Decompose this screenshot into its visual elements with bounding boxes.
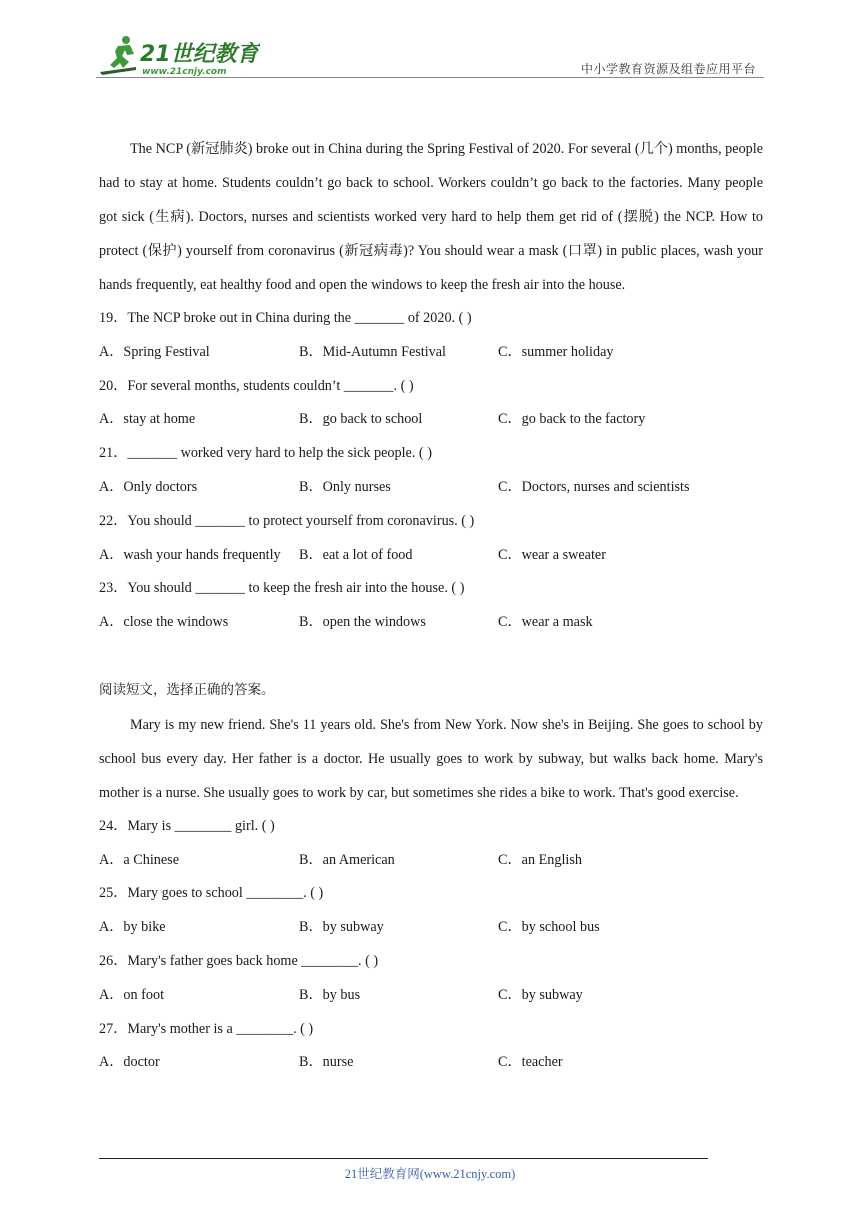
runner-icon xyxy=(100,36,136,75)
option-b: B．by bus xyxy=(299,986,361,1003)
option-a: A．a Chinese xyxy=(99,851,179,868)
option-b: B．an American xyxy=(299,851,395,868)
question-stem: 19．The NCP broke out in China during the _______ of 2020. ( ) xyxy=(99,310,472,326)
option-c: C．wear a mask xyxy=(498,614,593,631)
option-a: A．by bike xyxy=(99,919,166,936)
passage-1: The NCP (新冠肺炎) broke out in China during the Spring Festival of 2020. For several (几个) months, people had to stay at home. Students couldn’t go back to school. Workers couldn’t go back to the factories. Many people got sick (生病). Doctors, nurses and scientists worked very hard to help them get rid of (摆脱) the NCP. How to protect (保护) yourself from coronavirus (新冠病毒)? You should wear a mask (口罩) in public places, wash your hands frequently, eat healthy food and open the windows to keep the fresh air into the house. xyxy=(99,141,763,293)
option-c: C．wear a sweater xyxy=(498,546,606,563)
document-body xyxy=(99,132,763,1080)
question-options xyxy=(99,539,763,573)
question-options xyxy=(99,403,763,437)
section-instruction: 阅读短文，选择正确的答案。 xyxy=(99,681,275,698)
option-c: C．teacher xyxy=(498,1054,563,1071)
option-a: A．doctor xyxy=(99,1054,160,1071)
site-name: 中小学教育资源及组卷应用平台 xyxy=(580,62,756,76)
header-divider xyxy=(96,77,764,78)
logo-text: 21世纪教育 xyxy=(140,42,259,67)
question-stem: 20．For several months, students couldn’t _______. ( ) xyxy=(99,377,414,394)
question-options xyxy=(99,844,763,878)
option-a: A．close the windows xyxy=(99,614,229,631)
question-stem: 24．Mary is ________ girl. ( ) xyxy=(99,817,275,834)
question-block-2 xyxy=(99,810,763,1080)
option-b: B．by subway xyxy=(299,919,384,936)
option-c: C．summer holiday xyxy=(498,343,614,360)
option-a: A．stay at home xyxy=(99,411,196,428)
question-stem: 21．_______ worked very hard to help the sick people. ( ) xyxy=(99,445,432,462)
question-stem: 22．You should _______ to protect yourself from coronavirus. ( ) xyxy=(99,512,475,529)
option-a: A．wash your hands frequently xyxy=(99,546,281,563)
passage-2: Mary is my new friend. She's 11 years old. She's from New York. Now she's in Beijing. She goes to school by school bus every day. Her father is a doctor. He usually goes to work by subway, but walks back home. Mary's mother is a nurse. She usually goes to work by car, but sometimes she rides a bike to work. That's good exercise. xyxy=(99,716,763,801)
logo-url: www.21cnjy.com xyxy=(142,67,227,77)
question-options xyxy=(99,979,763,1013)
option-c: C．an English xyxy=(498,851,582,868)
question-options xyxy=(99,336,763,370)
question-stem: 27．Mary's mother is a ________. ( ) xyxy=(99,1020,314,1037)
option-b: B．open the windows xyxy=(299,614,426,631)
question-options xyxy=(99,471,763,505)
section-spacer xyxy=(99,640,763,674)
option-a: A．Only doctors xyxy=(99,478,198,495)
question-stem: 23．You should _______ to keep the fresh air into the house. ( ) xyxy=(99,580,465,597)
question-stem: 25．Mary goes to school ________. ( ) xyxy=(99,885,324,902)
option-a: A．Spring Festival xyxy=(99,343,210,360)
page-header xyxy=(96,34,764,80)
question-options xyxy=(99,1046,763,1080)
logo xyxy=(96,34,260,78)
option-c: C．by school bus xyxy=(498,919,600,936)
option-b: B．eat a lot of food xyxy=(299,546,413,563)
footer-divider xyxy=(99,1158,708,1159)
question-stem: 26．Mary's father goes back home ________. ( ) xyxy=(99,952,379,969)
question-block-1 xyxy=(99,302,763,640)
option-b: B．go back to school xyxy=(299,411,423,428)
option-c: C．Doctors, nurses and scientists xyxy=(498,478,690,495)
option-a: A．on foot xyxy=(99,986,165,1003)
option-b: B．Only nurses xyxy=(299,478,391,495)
question-options xyxy=(99,911,763,945)
question-options xyxy=(99,606,763,640)
footer-link[interactable]: 21世纪教育网(www.21cnjy.com) xyxy=(344,1167,516,1181)
option-c: C．by subway xyxy=(498,986,583,1003)
option-b: B．Mid-Autumn Festival xyxy=(299,343,447,360)
option-b: B．nurse xyxy=(299,1054,354,1071)
option-c: C．go back to the factory xyxy=(498,411,646,428)
